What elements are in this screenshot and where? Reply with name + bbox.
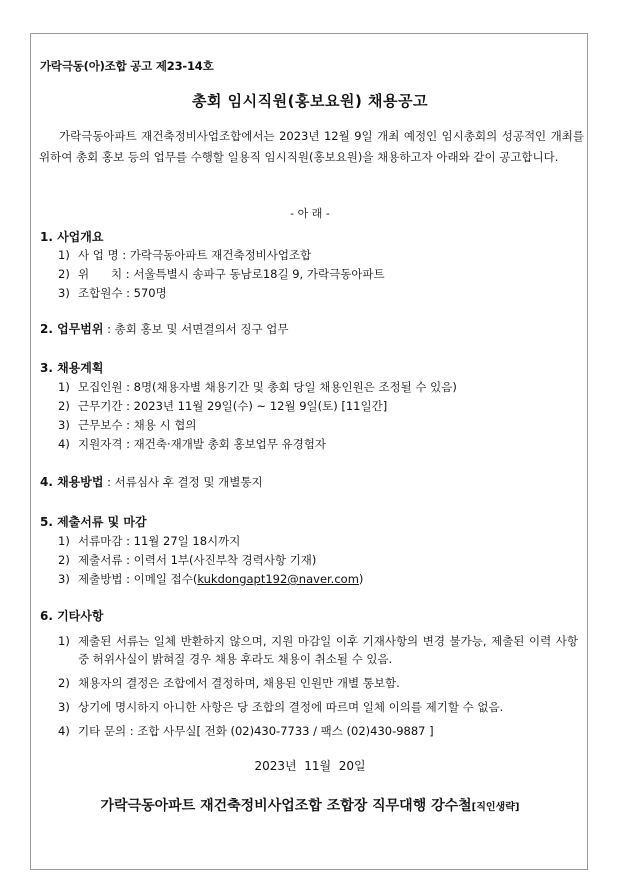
section-heading-overview: 1. 사업개요: [40, 230, 104, 244]
section-heading-method: 4. 채용방법: [40, 475, 104, 489]
section-heading-documents: 5. 제출서류 및 마감: [40, 515, 147, 529]
item-number: 1): [58, 634, 70, 648]
item-text: 제출방법 : 이메일 접수(: [78, 572, 198, 586]
item-text: 상기에 명시하지 아니한 사항은 당 조합의 결정에 따르며 일체 이의를 제기할 수 없음.: [78, 700, 504, 714]
list-item: [58, 675, 400, 691]
list-item: [58, 552, 316, 568]
document-number: 가락극동(아)조합 공고 제23-14호: [40, 59, 214, 73]
list-item: [58, 699, 503, 715]
item-text: 근무보수 : 채용 시 협의: [78, 418, 197, 432]
list-item: [58, 723, 434, 739]
list-item: [58, 247, 311, 263]
item-number: 3): [58, 286, 70, 300]
list-item: [58, 379, 457, 395]
item-number: 3): [58, 418, 70, 432]
list-item: [58, 266, 385, 282]
seal-note: [직인생략]: [471, 802, 520, 813]
item-number: 2): [58, 553, 70, 567]
item-text: 조합원수 : 570명: [78, 286, 167, 300]
item-number: 4): [58, 724, 70, 738]
item-text-suffix: ): [358, 572, 364, 586]
section-desc-scope: : 총회 홍보 및 서면결의서 징구 업무: [103, 322, 289, 336]
signatory: 가락극동아파트 재건축정비사업조합 조합장 직무대행 강수철: [100, 798, 472, 814]
list-item: [58, 285, 167, 301]
item-text: 근무기간 : 2023년 11월 29일(수) ~ 12월 9일(토) [11일간]: [78, 399, 388, 413]
section-scope: [40, 320, 288, 337]
item-text: 위 치 : 서울특별시 송파구 동남로18길 9, 가락극동아파트: [78, 267, 385, 281]
signature-line: [0, 795, 620, 815]
item-text: 제출된 서류는 일체 반환하지 않으며, 지원 마감일 이후 기재사항의 변경 불가능, 제출된 이력 사항 중 허위사실이 밝혀질 경우 채용 후라도 채용이 취소될 수 있음.: [78, 634, 578, 666]
page-title: 총회 임시직원(홍보요원) 채용공고: [191, 92, 429, 110]
section-method: [40, 473, 263, 490]
list-item: [58, 436, 326, 452]
section-heading-scope: 2. 업무범위: [40, 322, 104, 336]
section-heading-other: 6. 기타사항: [40, 609, 104, 623]
item-text: 채용자의 결정은 조합에서 결정하며, 채용된 인원만 개별 통보함.: [78, 676, 400, 690]
item-text: 기타 문의 : 조합 사무실[ 전화 (02)430-7733 / 팩스 (02)430-9887 ]: [78, 724, 434, 738]
section-desc-method: : 서류심사 후 결정 및 개별통지: [103, 475, 263, 489]
list-item: [58, 417, 196, 433]
item-number: 3): [58, 700, 70, 714]
below-marker: - 아 래 -: [290, 207, 330, 220]
item-number: 1): [58, 380, 70, 394]
item-number: 1): [58, 248, 70, 262]
item-number: 2): [58, 399, 70, 413]
list-item: [58, 533, 240, 549]
item-text: 모집인원 : 8명(채용자별 채용기간 및 총회 당일 채용인원은 조정될 수 있음): [78, 380, 457, 394]
intro-paragraph: 가락극동아파트 재건축정비사업조합에서는 2023년 12월 9일 개최 예정인 임시총회의 성공적인 개최를 위하여 총회 홍보 등의 업무를 수행할 일용직 임시직원(홍보요원)을 채용하고자 아래와 같이 공고합니다.: [39, 129, 584, 164]
item-number: 2): [58, 676, 70, 690]
item-text: 서류마감 : 11월 27일 18시까지: [78, 534, 241, 548]
item-text: 사 업 명 : 가락극동아파트 재건축정비사업조합: [78, 248, 312, 262]
item-number: 1): [58, 534, 70, 548]
list-item: [58, 398, 387, 414]
announcement-date: 2023년 11월 20일: [254, 759, 366, 773]
list-item: [58, 571, 363, 587]
email-link[interactable]: kukdongapt192@naver.com: [197, 572, 359, 586]
item-number: 3): [58, 572, 70, 586]
section-heading-hiring-plan: 3. 채용계획: [40, 361, 104, 375]
item-text: 제출서류 : 이력서 1부(사진부착 경력사항 기재): [78, 553, 317, 567]
item-number: 4): [58, 437, 70, 451]
item-number: 2): [58, 267, 70, 281]
list-item: [58, 632, 578, 668]
item-text: 지원자격 : 재건축·재개발 총회 홍보업무 유경험자: [78, 437, 326, 451]
